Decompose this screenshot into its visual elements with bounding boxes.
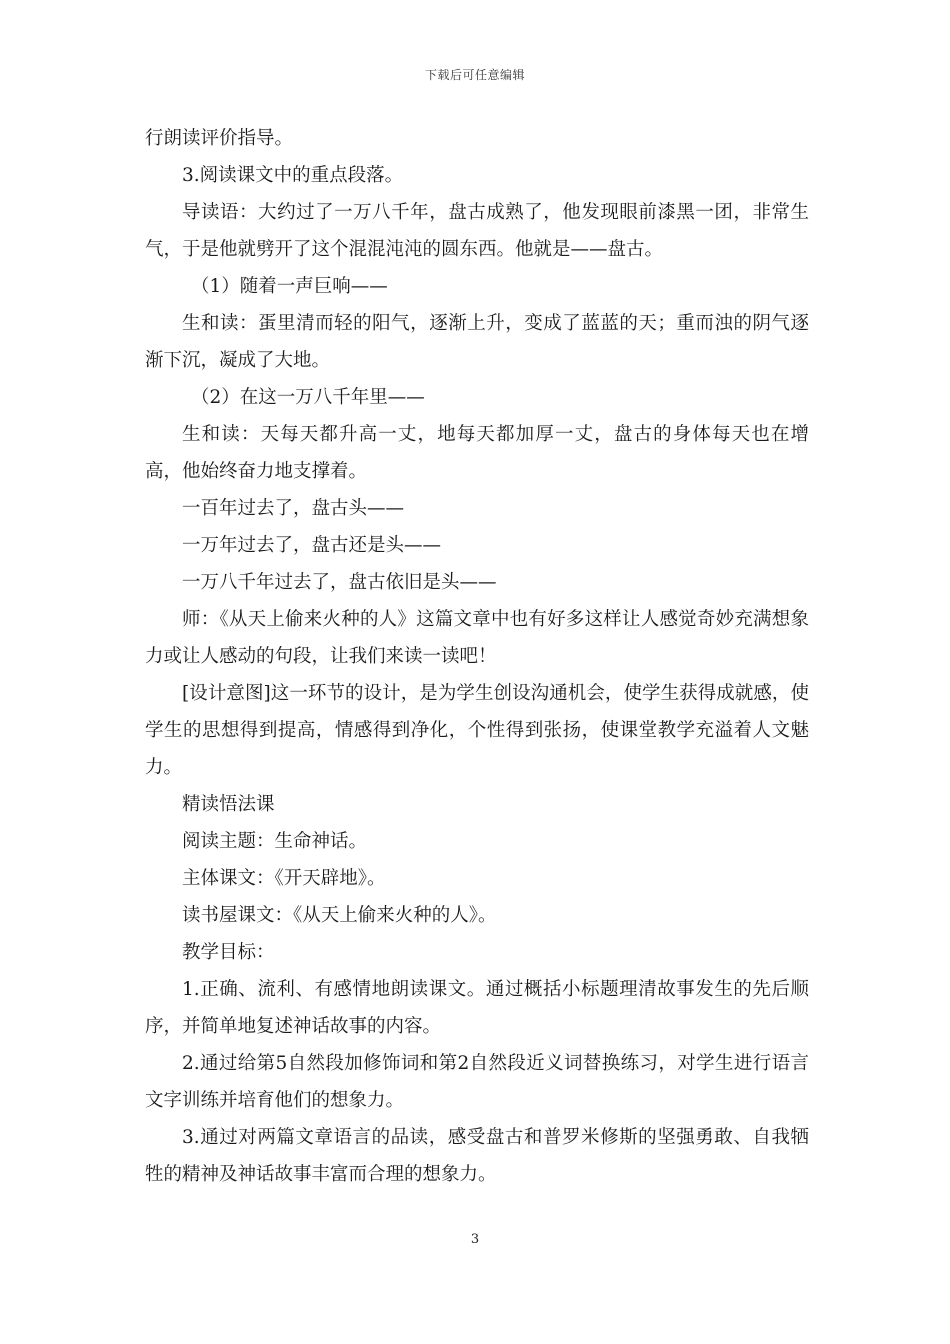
paragraph: 读书屋课文：《从天上偷来火种的人》。	[182, 905, 497, 926]
paragraph: 一万八千年过去了，盘古依旧是头——	[182, 572, 497, 593]
page-header: 下载后可任意编辑	[424, 68, 525, 82]
section-heading: 精读悟法课	[182, 794, 275, 815]
page-number: 3	[470, 1232, 480, 1247]
paragraph: 生和读：天每天都升高一丈，地每天都加厚一丈，盘古的身体每天也在增高，他始终奋力地支撑着。	[145, 424, 809, 482]
paragraph: [设计意图]这一环节的设计，是为学生创设沟通机会，使学生获得成就感，使学生的思想得到提高，情感得到净化，个性得到张扬，使课堂教学充溢着人文魅力。	[145, 683, 809, 778]
paragraph: （2）在这一万八千年里——	[191, 387, 425, 408]
paragraph: （1）随着一声巨响——	[191, 276, 388, 297]
list-item: 2.通过给第5自然段加修饰词和第2自然段近义词替换练习，对学生进行语言文字训练并培育他们的想象力。	[145, 1053, 809, 1111]
paragraph: 一万年过去了，盘古还是头——	[182, 535, 442, 556]
paragraph: 一百年过去了，盘古头——	[182, 498, 405, 519]
paragraph: 3.阅读课文中的重点段落。	[182, 165, 404, 186]
paragraph: 导读语：大约过了一万八千年，盘古成熟了，他发现眼前漆黑一团，非常生气，于是他就劈开了这个混混沌沌的圆东西。他就是——盘古。	[145, 202, 809, 260]
list-item: 1.正确、流利、有感情地朗读课文。通过概括小标题理清故事发生的先后顺序，并简单地复述神话故事的内容。	[145, 979, 809, 1037]
paragraph: 行朗读评价指导。	[145, 128, 294, 149]
paragraph: 师：《从天上偷来火种的人》这篇文章中也有好多这样让人感觉奇妙充满想象力或让人感动的句段，让我们来读一读吧！	[145, 609, 809, 667]
paragraph: 主体课文：《开天辟地》。	[182, 868, 386, 889]
paragraph: 教学目标：	[182, 942, 275, 963]
list-item: 3.通过对两篇文章语言的品读，感受盘古和普罗米修斯的坚强勇敢、自我牺牲的精神及神话故事丰富而合理的想象力。	[145, 1127, 809, 1185]
document-body	[145, 120, 809, 1193]
paragraph: 阅读主题：生命神话。	[182, 831, 368, 852]
paragraph: 生和读：蛋里清而轻的阳气，逐渐上升，变成了蓝蓝的天；重而浊的阴气逐渐下沉，凝成了大地。	[145, 313, 809, 371]
